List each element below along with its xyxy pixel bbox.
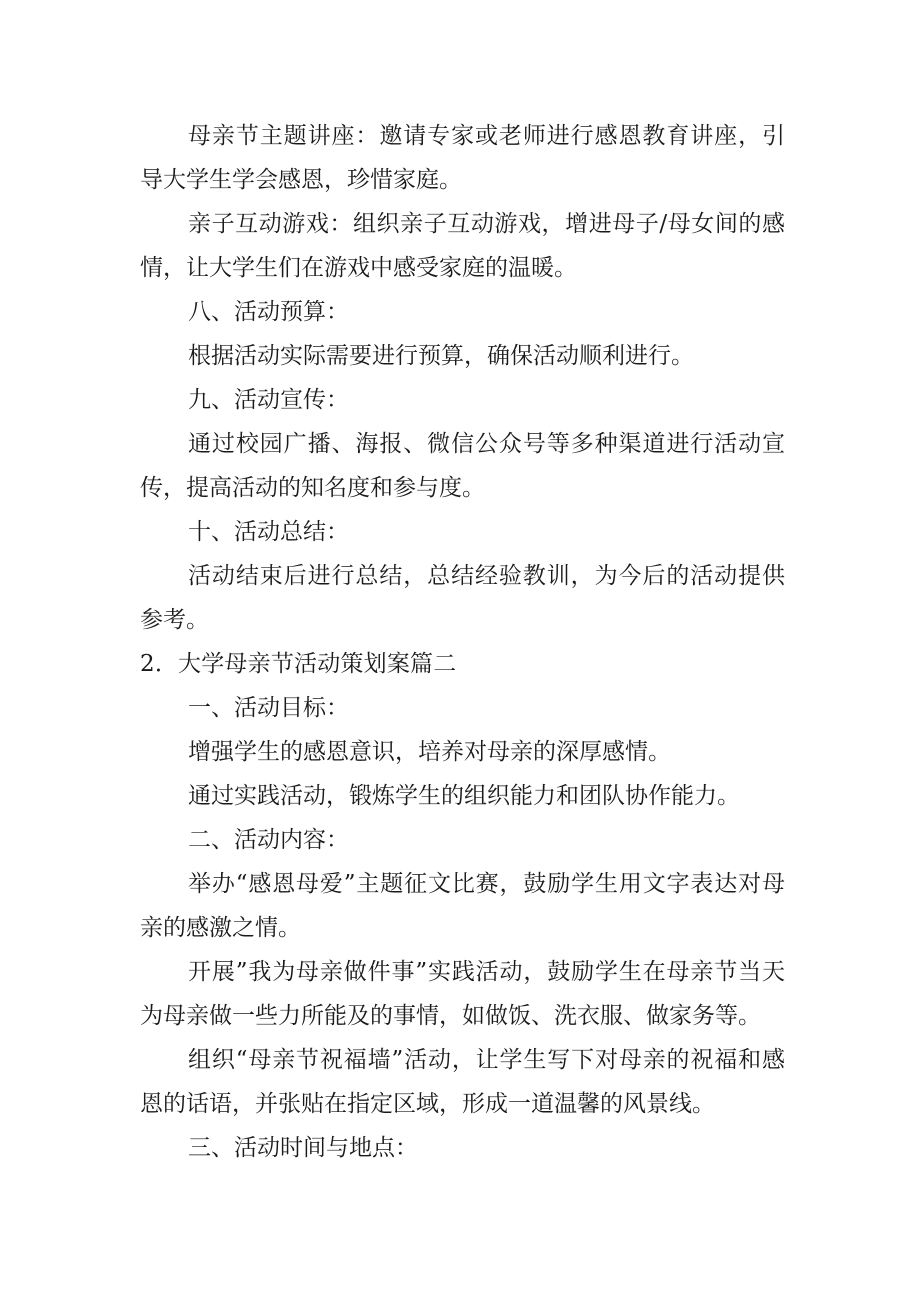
heading-budget: 八、活动预算： — [188, 299, 349, 325]
heading-goals: 一、活动目标： — [188, 695, 349, 721]
paragraph-lecture: 母亲节主题讲座：邀请专家或老师进行感恩教育讲座，引导大学生学会感恩，珍惜家庭。 — [140, 123, 785, 193]
paragraph-promotion: 通过校园广播、海报、微信公众号等多种渠道进行活动宣传，提高活动的知名度和参与度。 — [140, 431, 785, 501]
paragraph-content-2: 开展”我为母亲做件事”实践活动，鼓励学生在母亲节当天为母亲做一些力所能及的事情，如做饭、洗衣服、做家务等。 — [140, 959, 785, 1029]
paragraph-summary: 活动结束后进行总结，总结经验教训，为今后的活动提供参考。 — [140, 563, 785, 633]
paragraph-goal-2: 通过实践活动，锻炼学生的组织能力和团队协作能力。 — [188, 783, 740, 809]
heading-promotion: 九、活动宣传： — [188, 387, 349, 413]
heading-content: 二、活动内容： — [188, 827, 349, 853]
paragraph-budget: 根据活动实际需要进行预算，确保活动顺利进行。 — [188, 343, 694, 369]
paragraph-goal-1: 增强学生的感恩意识，培养对母亲的深厚感情。 — [188, 739, 671, 765]
heading-time-location: 三、活动时间与地点： — [188, 1135, 418, 1161]
paragraph-content-1: 举办“感恩母爱”主题征文比赛，鼓励学生用文字表达对母亲的感激之情。 — [140, 871, 785, 941]
paragraph-content-3: 组织“母亲节祝福墙”活动，让学生写下对母亲的祝福和感恩的话语，并张贴在指定区域，形成一道温馨的风景线。 — [140, 1047, 785, 1117]
section-title: 2．大学母亲节活动策划案篇二 — [140, 651, 457, 677]
document-body — [140, 114, 785, 1170]
heading-summary: 十、活动总结： — [188, 519, 349, 545]
paragraph-parent-child-game: 亲子互动游戏：组织亲子互动游戏，增进母子/母女间的感情，让大学生们在游戏中感受家庭的温暖。 — [140, 211, 785, 281]
